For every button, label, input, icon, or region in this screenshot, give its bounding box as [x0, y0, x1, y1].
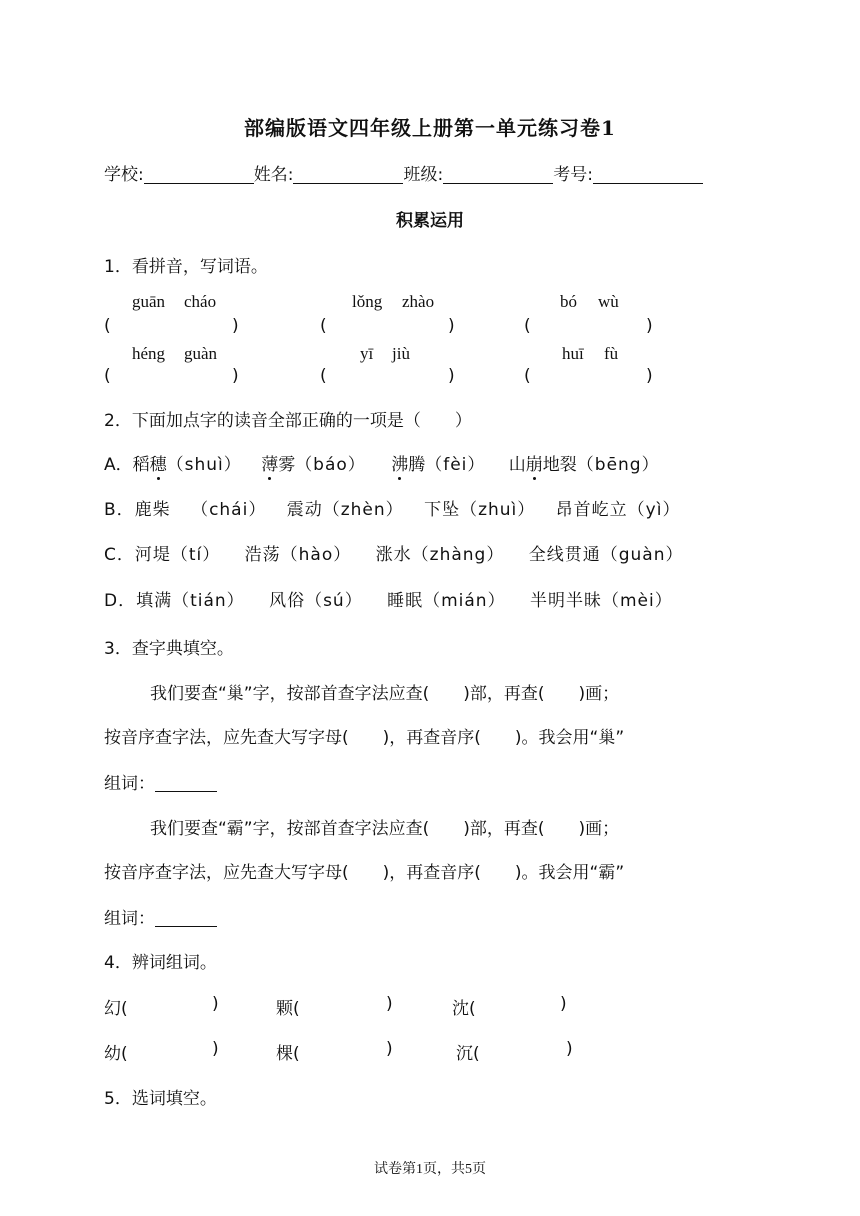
answer-paren-close: ) — [232, 316, 239, 336]
name-label: 姓名: — [253, 165, 294, 185]
q2-option-a[interactable]: A．稻穗（shuì） 薄雾（báo） 沸腾（fèi） 山崩地裂（bēng） — [104, 450, 660, 475]
q1-pinyin: zhào — [402, 292, 435, 311]
q1-pinyin: héng — [132, 344, 166, 363]
exam-no-blank[interactable] — [593, 165, 703, 184]
q1-pinyin: guān — [132, 292, 166, 311]
q2-option-d[interactable]: D．填满（tián） 风俗（sú） 睡眠（mián） 半明半昧（mèi） — [104, 591, 673, 611]
q1-pinyin: huī — [562, 344, 584, 363]
class-blank[interactable] — [443, 165, 553, 184]
answer-blank[interactable] — [155, 910, 217, 927]
q3-para2-line3: 组词： — [104, 904, 217, 929]
q4-item: 沈( — [452, 999, 476, 1019]
q1-pinyin: cháo — [184, 292, 217, 311]
q1-pinyin: bó — [560, 292, 577, 311]
q4-item: 颗( — [276, 999, 300, 1019]
class-label: 班级: — [403, 165, 444, 185]
school-label: 学校: — [104, 165, 144, 185]
q3-para2-line1: 我们要查“霸”字，按部首查字法应查( )部，再查( )画； — [150, 819, 620, 839]
q1-pinyin: fù — [604, 344, 619, 363]
answer-paren-open: ( — [320, 366, 327, 386]
answer-paren-close: ) — [646, 366, 653, 386]
q3-para2-line2: 按音序查字法，应先查大写字母( )，再查音序( )。我会用“霸” — [104, 863, 625, 883]
student-info-line — [104, 160, 703, 185]
answer-paren-close: ) — [232, 366, 239, 386]
q4-close: ) — [560, 994, 567, 1014]
q4-item: 幻( — [104, 999, 128, 1019]
q4-item: 幼( — [104, 1044, 128, 1064]
q4-close: ) — [212, 1039, 219, 1059]
school-blank[interactable] — [144, 165, 254, 184]
q4-item: 棵( — [276, 1044, 300, 1064]
q1-stem: 1．看拼音，写词语。 — [104, 257, 268, 277]
q2-option-c[interactable]: C．河堤（tí） 浩荡（hào） 涨水（zhàng） 全线贯通（guàn） — [104, 545, 684, 565]
page-title: 部编版语文四年级上册第一单元练习卷1 — [244, 116, 616, 140]
q1-pinyin: lǒng — [352, 292, 383, 311]
exam-no-label: 考号: — [553, 165, 593, 185]
answer-paren-close: ) — [448, 366, 455, 386]
page-footer: 试卷第1页，共5页 — [374, 1162, 486, 1177]
answer-paren-close: ) — [646, 316, 653, 336]
q1-pinyin: wù — [598, 292, 619, 311]
q3-para1-line2: 按音序查字法，应先查大写字母( )，再查音序( )。我会用“巢” — [104, 728, 625, 748]
q1-pinyin: jiù — [392, 344, 410, 363]
q2-stem: 2．下面加点字的读音全部正确的一项是（ ） — [104, 411, 472, 431]
q1-pinyin: yī — [360, 344, 374, 363]
q4-close: ) — [386, 994, 393, 1014]
answer-paren-open: ( — [524, 366, 531, 386]
section-heading: 积累运用 — [396, 211, 464, 231]
answer-paren-open: ( — [104, 366, 111, 386]
q3-para1-line3: 组词： — [104, 769, 217, 794]
answer-blank[interactable] — [155, 775, 217, 792]
q4-stem: 4．辨词组词。 — [104, 953, 217, 973]
name-blank[interactable] — [293, 165, 403, 184]
q1-pinyin: guàn — [184, 344, 218, 363]
q4-item: 沉( — [456, 1044, 480, 1064]
q3-stem: 3．查字典填空。 — [104, 639, 234, 659]
answer-paren-close: ) — [448, 316, 455, 336]
answer-paren-open: ( — [104, 316, 111, 336]
q4-close: ) — [566, 1039, 573, 1059]
q3-para1-line1: 我们要查“巢”字，按部首查字法应查( )部，再查( )画； — [150, 684, 620, 704]
answer-paren-open: ( — [524, 316, 531, 336]
q2-option-b[interactable]: B．鹿柴 （chái） 震动（zhèn） 下坠（zhuì） 昂首屹立（yì） — [104, 500, 681, 520]
answer-paren-open: ( — [320, 316, 327, 336]
q4-close: ) — [386, 1039, 393, 1059]
q5-stem: 5．选词填空。 — [104, 1089, 217, 1109]
q4-close: ) — [212, 994, 219, 1014]
